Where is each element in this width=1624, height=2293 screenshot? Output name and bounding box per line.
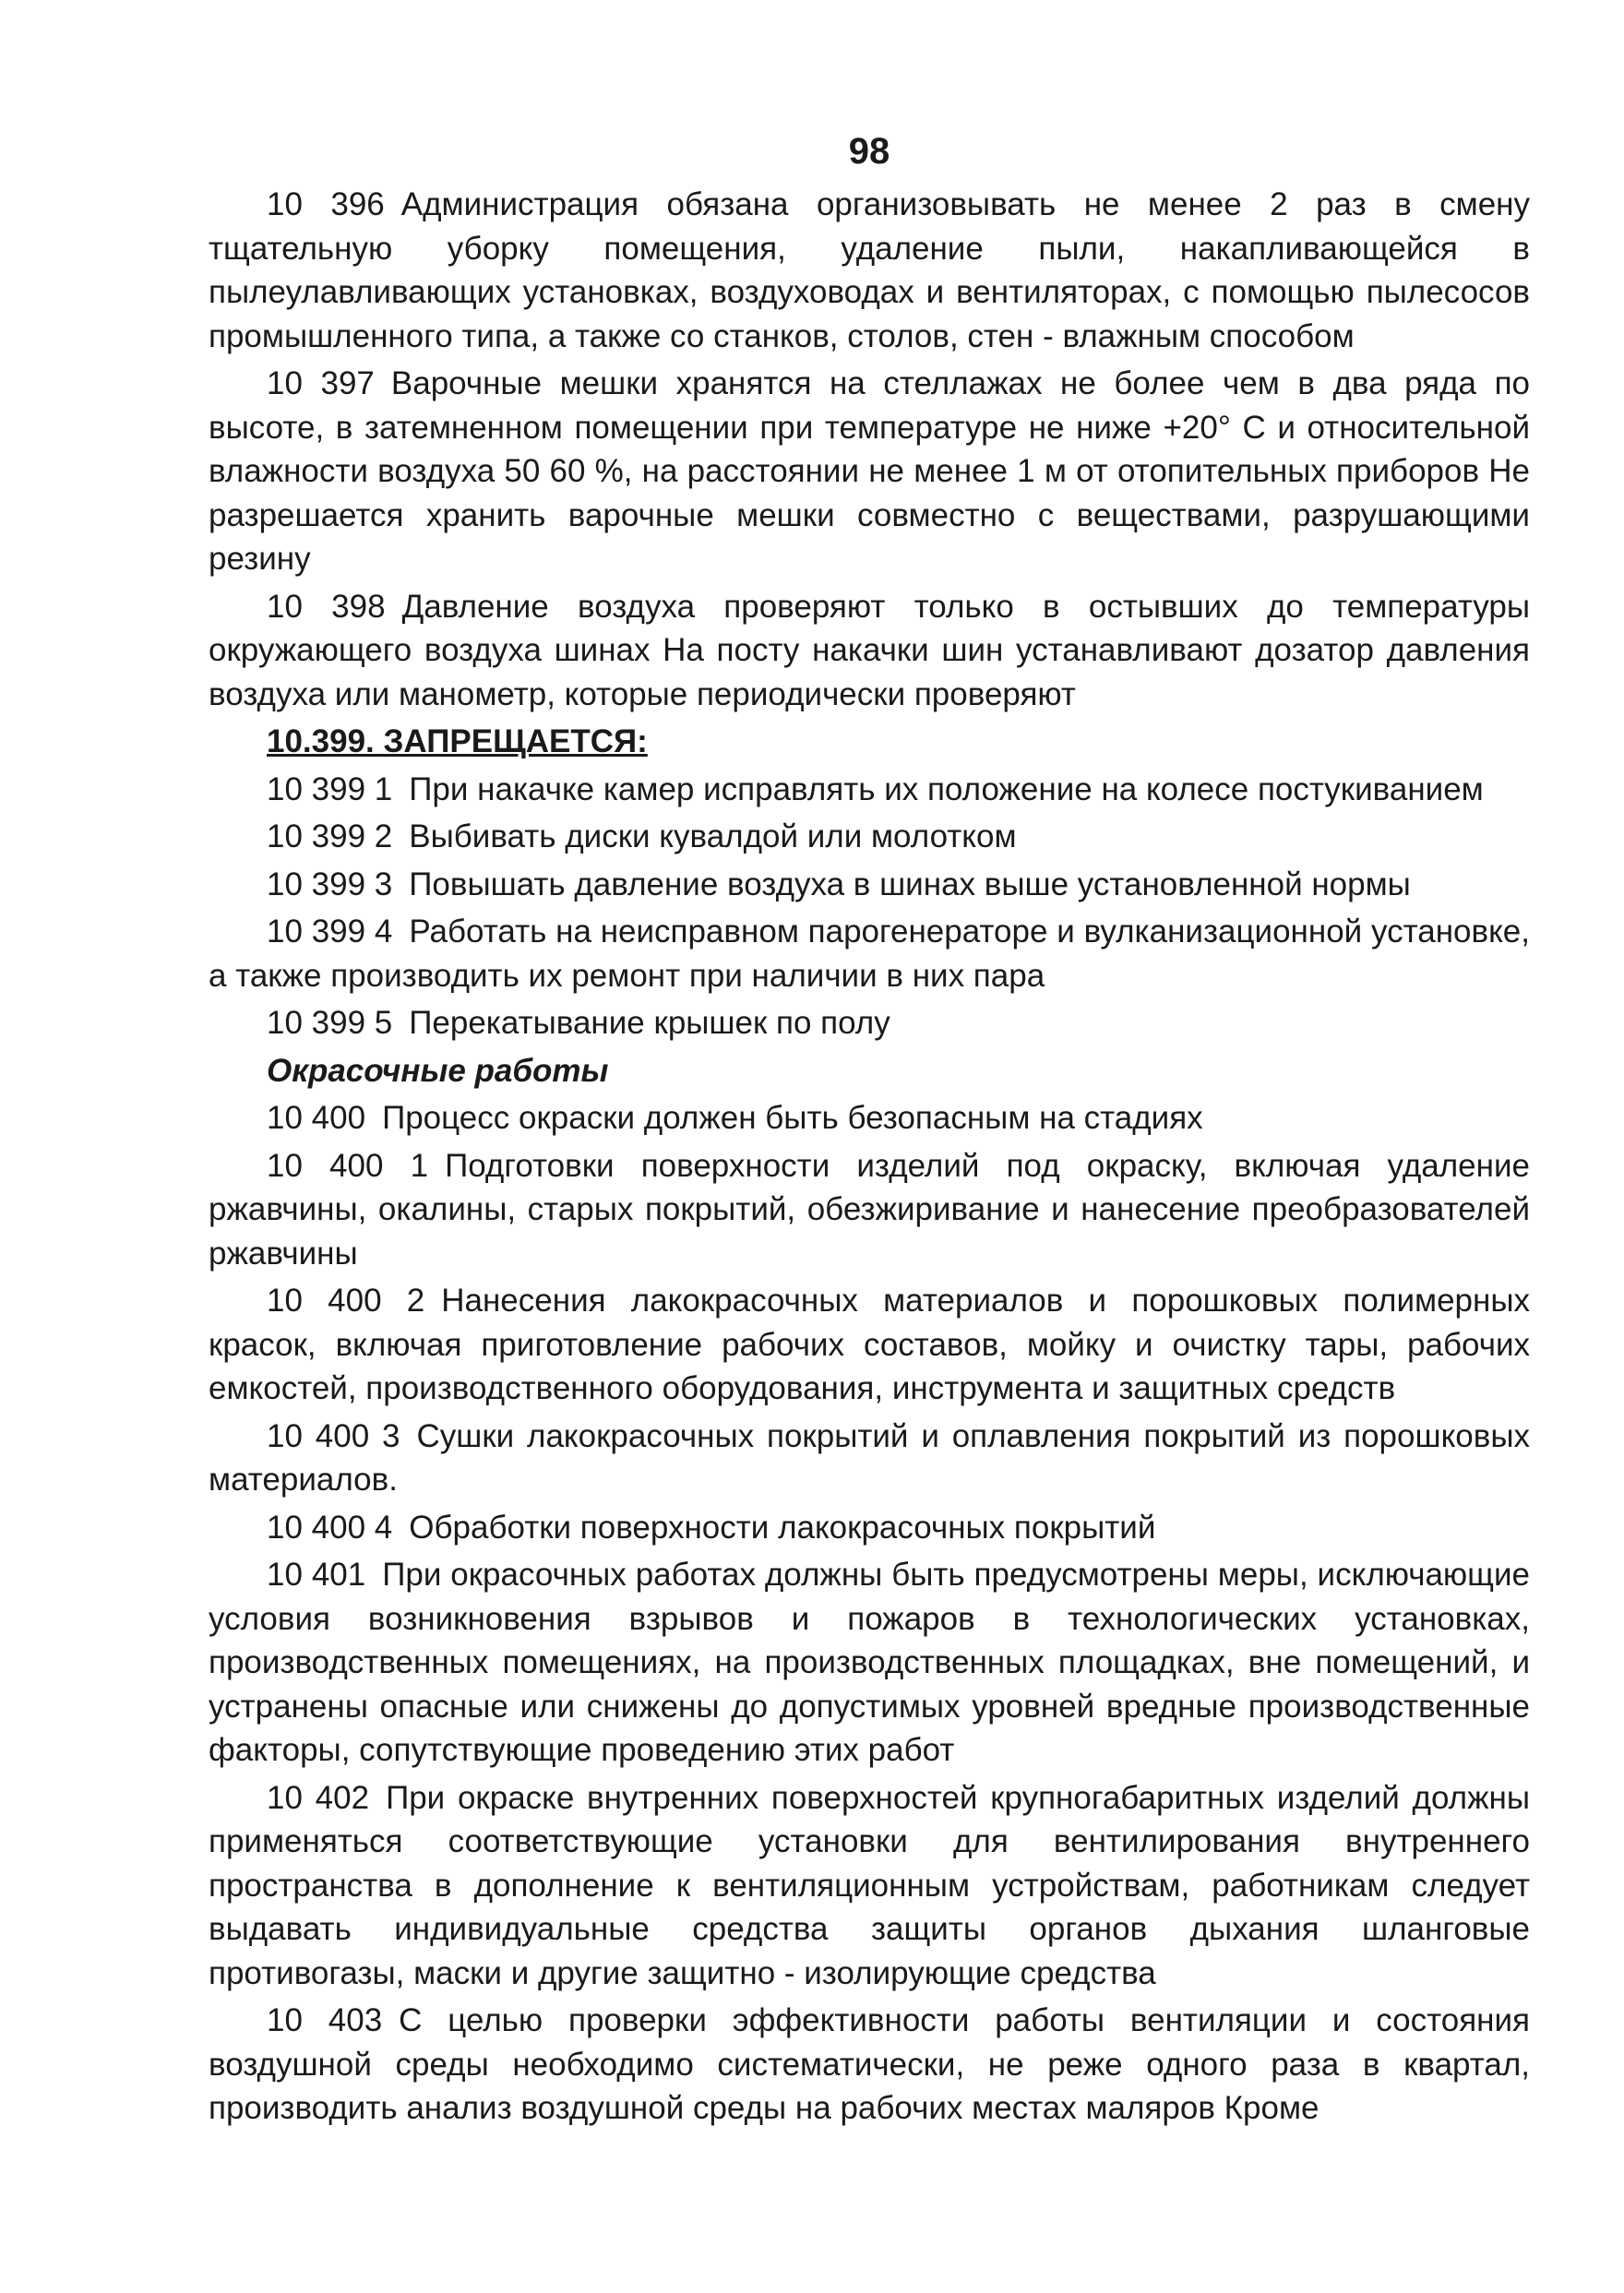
clause-text: Сушки лакокрасочных покрытий и оплавления покрытий из порошковых материалов. <box>209 1417 1530 1498</box>
clause-text: Повышать давление воздуха в шинах выше установленной нормы <box>409 866 1411 902</box>
clause-number: 10 403 <box>267 2002 383 2038</box>
clause-text: Перекатывание крышек по полу <box>409 1005 890 1041</box>
clause-paragraph <box>209 1999 1530 2131</box>
clause-paragraph <box>209 1415 1530 1502</box>
clause-number: 10 400 4 <box>267 1509 393 1546</box>
clause-number: 10 396 <box>267 186 385 222</box>
clause-paragraph <box>209 362 1530 581</box>
clause-number: 10 398 <box>267 588 386 625</box>
clause-number: 10 399 3 <box>267 866 393 902</box>
clause-paragraph <box>209 1553 1530 1773</box>
clause-paragraph <box>209 1506 1530 1550</box>
clause-paragraph <box>209 585 1530 717</box>
page-number: 98 <box>848 131 890 172</box>
clause-paragraph <box>209 1096 1530 1141</box>
clause-text: При окраске внутренних поверхностей крупногабаритных изделий должны применяться соответствующие установки для вентилирования внутреннего пространства в дополнение к вентиляционным устройствам, работникам следует выдавать индивидуальные средства защиты органов дыхания шланговые противогазы, маски и другие защитно - изолирующие средства <box>209 1779 1530 1991</box>
document-page <box>209 129 1530 2134</box>
clause-text: При окрасочных работах должны быть предусмотрены меры, исключающие условия возникновения взрывов и пожаров в технологических установках, производственных помещениях, на производственных площадках, вне помещений, и устранены опасные или снижены до допустимых уровней вредные производственные факторы, сопутствующие проведению этих работ <box>209 1557 1530 1768</box>
clause-paragraph <box>209 863 1530 907</box>
clause-text: С целью проверки эффективности работы вентиляции и состояния воздушной среды необходимо систематически, не реже одного раза в квартал, производить анализ воздушной среды на рабочих местах маляров Кроме <box>209 2002 1530 2126</box>
clause-paragraph <box>209 768 1530 812</box>
clause-paragraph <box>209 910 1530 997</box>
clause-text: Обработки поверхности лакокрасочных покрытий <box>409 1509 1156 1546</box>
clause-number: 10 399 2 <box>267 818 393 854</box>
subsection-heading: Окрасочные работы <box>267 1052 609 1089</box>
clause-text: При накачке камер исправлять их положение на колесе постукиванием <box>409 770 1484 807</box>
document-body <box>209 183 1530 2131</box>
clause-number: 10 400 1 <box>267 1147 429 1184</box>
clause-paragraph <box>209 183 1530 358</box>
section-heading: 10.399. ЗАПРЕЩАЕТСЯ: <box>267 723 648 759</box>
clause-paragraph <box>209 1001 1530 1045</box>
clause-text: Давление воздуха проверяют только в остывших до температуры окружающего воздуха шинах На посту накачки шин устанавливают дозатор давления воздуха или манометр, которые периодически проверяют <box>209 588 1530 712</box>
clause-number: 10 400 3 <box>267 1417 400 1454</box>
clause-text: Выбивать диски кувалдой или молотком <box>409 818 1017 854</box>
clause-text: Процесс окраски должен быть безопасным на стадиях <box>382 1100 1203 1136</box>
clause-paragraph <box>209 1144 1530 1276</box>
clause-number: 10 400 2 <box>267 1283 425 1319</box>
clause-paragraph <box>209 1776 1530 1996</box>
clause-text: Работать на неисправном парогенераторе и вулканизационной установке, а также производить их ремонт при наличии в них пара <box>209 914 1530 994</box>
clause-text: Варочные мешки хранятся на стеллажах не более чем в два ряда по высоте, в затемненном помещении при температуре не ниже +20° С и относительной влажности воздуха 50 60 %, на расстоянии не менее 1 м от отопительных приборов Не разрешается хранить варочные мешки совместно с веществами, разрушающими резину <box>209 365 1530 577</box>
clause-paragraph <box>209 815 1530 859</box>
clause-number: 10 399 4 <box>267 914 393 949</box>
clause-number: 10 399 5 <box>267 1005 393 1041</box>
clause-number: 10 402 <box>267 1779 370 1816</box>
clause-text: Администрация обязана организовывать не менее 2 раз в смену тщательную уборку помещения, удаление пыли, накапливающейся в пылеулавливающих установках, воздуховодах и вентиляторах, с помощью пылесосов промышленного типа, а также со станков, столов, стен - влажным способом <box>209 186 1530 354</box>
clause-number: 10 400 <box>267 1100 366 1136</box>
clause-number: 10 399 1 <box>267 770 393 807</box>
clause-number: 10 397 <box>267 365 375 401</box>
clause-text: Подготовки поверхности изделий под окраску, включая удаление ржавчины, окалины, старых покрытий, обезжиривание и нанесение преобразователей ржавчины <box>209 1147 1530 1272</box>
clause-paragraph <box>209 1279 1530 1411</box>
clause-text: Нанесения лакокрасочных материалов и порошковых полимерных красок, включая приготовление рабочих составов, мойку и очистку тары, рабочих емкостей, производственного оборудования, инструмента и защитных средств <box>209 1283 1530 1406</box>
clause-number: 10 401 <box>267 1557 366 1593</box>
